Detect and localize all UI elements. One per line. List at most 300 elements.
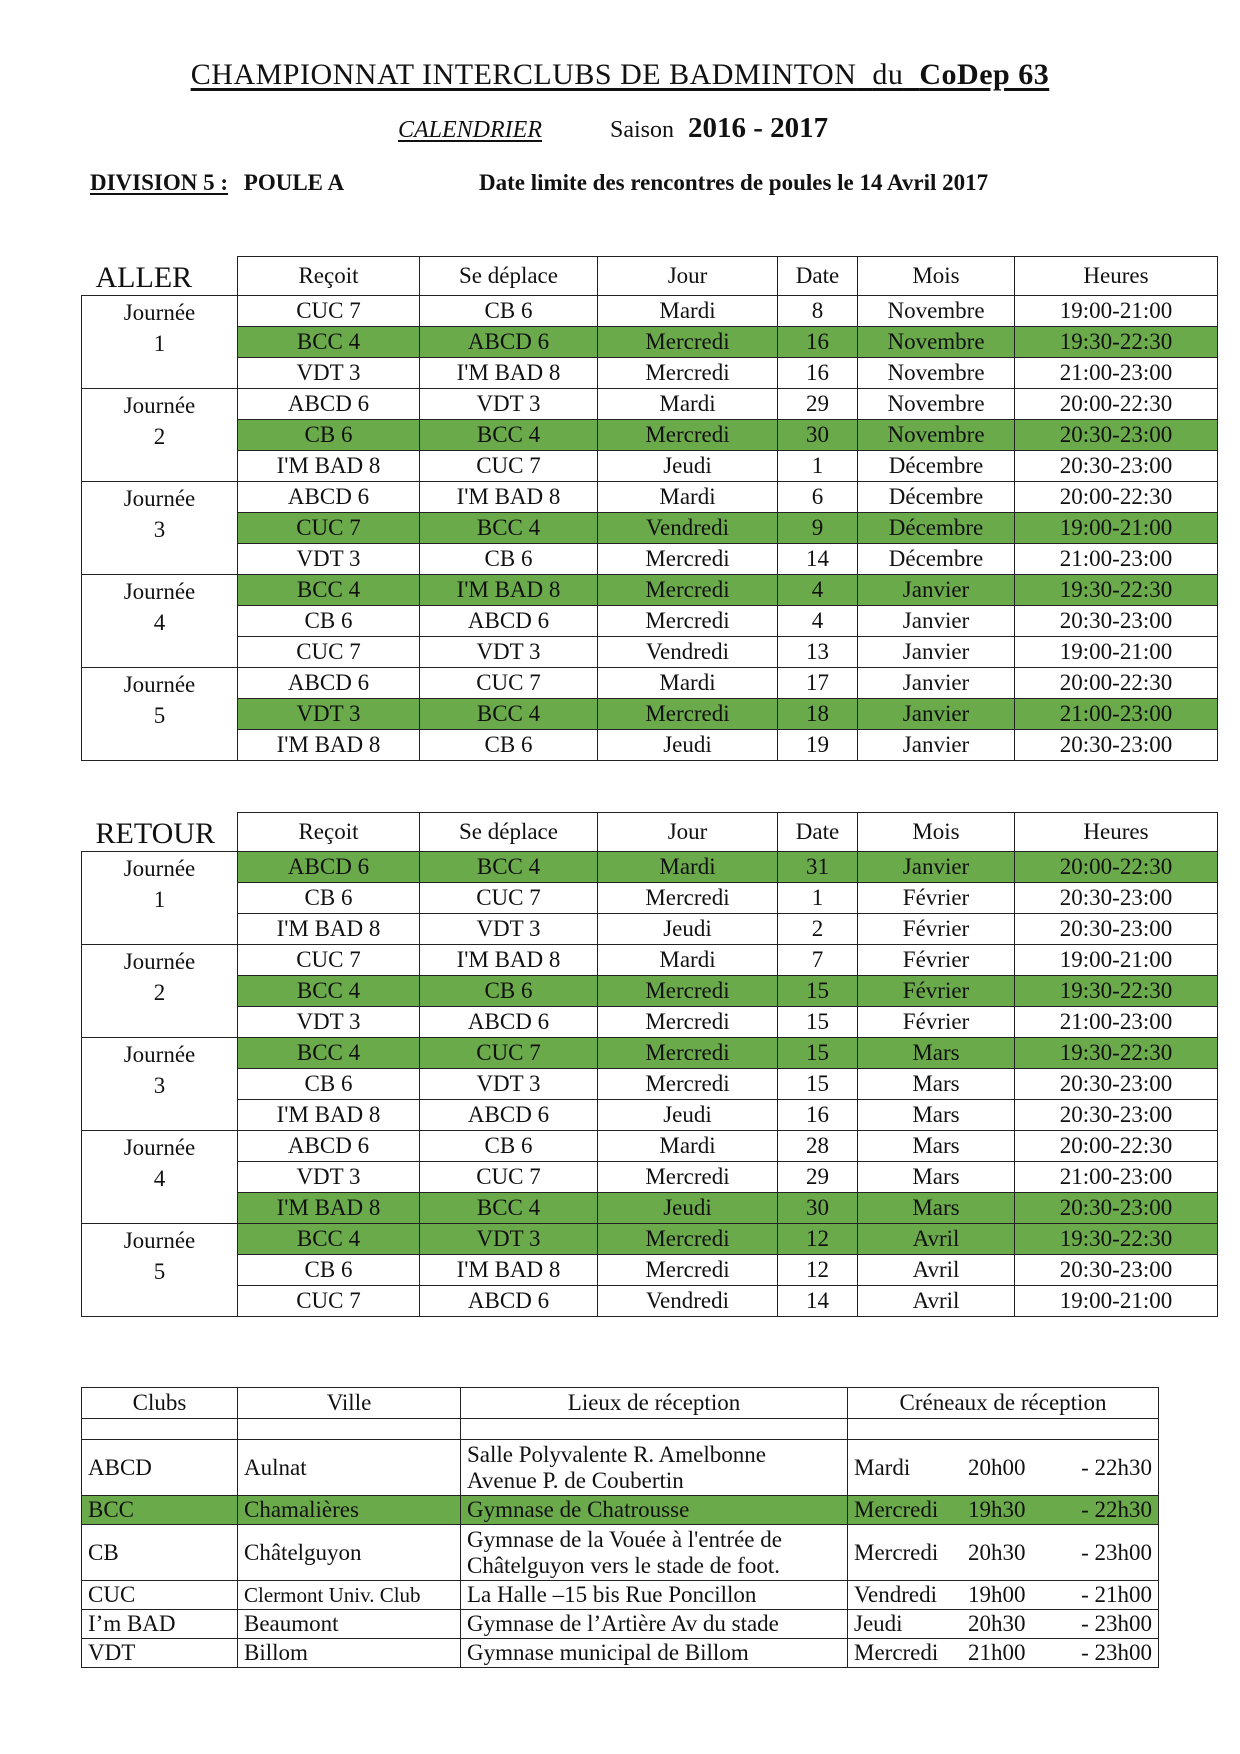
match-date: 30: [778, 1193, 858, 1224]
match-home: CUC 7: [238, 945, 420, 976]
match-month: Avril: [858, 1286, 1015, 1317]
club-row: [82, 1581, 1159, 1610]
match-date: 6: [778, 482, 858, 513]
match-home: CB 6: [238, 606, 420, 637]
club-row: [82, 1525, 1159, 1581]
match-home: VDT 3: [238, 544, 420, 575]
column-header: Heures: [1015, 813, 1218, 852]
slot-line: [854, 1640, 1152, 1666]
club-venue: [461, 1610, 848, 1639]
match-row: [82, 976, 1218, 1007]
match-away: I'M BAD 8: [420, 482, 598, 513]
match-home: ABCD 6: [238, 389, 420, 420]
journee-label: Journée: [123, 1135, 196, 1160]
match-row: [82, 1038, 1218, 1069]
match-day: Jeudi: [598, 914, 778, 945]
column-header: Date: [778, 257, 858, 296]
match-month: Novembre: [858, 327, 1015, 358]
slot-start: 20h30: [968, 1539, 1026, 1565]
match-home: CUC 7: [238, 296, 420, 327]
match-day: Mardi: [598, 668, 778, 699]
match-home: CB 6: [238, 420, 420, 451]
match-row: [82, 883, 1218, 914]
season-value: 2016 - 2017: [688, 112, 829, 144]
slot-line: [854, 1611, 1152, 1637]
match-row: [82, 1131, 1218, 1162]
match-date: 15: [778, 976, 858, 1007]
match-home: ABCD 6: [238, 482, 420, 513]
match-date: 15: [778, 1038, 858, 1069]
clubs-column-header: Clubs: [82, 1388, 238, 1419]
retour-schedule-table: [81, 812, 1218, 1317]
match-time: 20:00-22:30: [1015, 1131, 1218, 1162]
match-day: Mercredi: [598, 358, 778, 389]
column-header: Se déplace: [420, 257, 598, 296]
match-away: VDT 3: [420, 914, 598, 945]
match-day: Vendredi: [598, 513, 778, 544]
journee-label: Journée: [123, 672, 196, 697]
club-venue: [461, 1581, 848, 1610]
match-day: Mercredi: [598, 883, 778, 914]
match-time: 20:30-23:00: [1015, 1193, 1218, 1224]
club-venue: [461, 1525, 848, 1581]
club-slot: [848, 1639, 1159, 1668]
match-day: Mercredi: [598, 1162, 778, 1193]
match-month: Janvier: [858, 730, 1015, 761]
match-day: Mercredi: [598, 699, 778, 730]
aller-schedule-table: [81, 256, 1218, 761]
poule-label: POULE A: [243, 170, 345, 195]
schedule-header-row: [82, 257, 1218, 296]
match-month: Janvier: [858, 852, 1015, 883]
slot-day: Jeudi: [854, 1611, 903, 1636]
match-day: Mardi: [598, 852, 778, 883]
clubs-blank-row: [82, 1419, 1159, 1440]
journee-cell: [82, 296, 238, 389]
slot-end: - 23h00: [1081, 1611, 1152, 1636]
match-date: 1: [778, 451, 858, 482]
match-home: BCC 4: [238, 575, 420, 606]
match-home: CUC 7: [238, 1286, 420, 1317]
deadline-note: Date limite des rencontres de poules le 14 Avril 2017: [479, 170, 989, 195]
match-time: 20:00-22:30: [1015, 668, 1218, 699]
match-day: Mardi: [598, 389, 778, 420]
match-time: 20:30-23:00: [1015, 606, 1218, 637]
club-venue: [461, 1440, 848, 1496]
journee-number: 2: [153, 980, 166, 1005]
clubs-column-header: Lieux de réception: [461, 1388, 848, 1419]
match-away: VDT 3: [420, 389, 598, 420]
match-home: BCC 4: [238, 1038, 420, 1069]
match-date: 17: [778, 668, 858, 699]
match-month: Février: [858, 976, 1015, 1007]
match-month: Novembre: [858, 389, 1015, 420]
match-home: I'M BAD 8: [238, 1100, 420, 1131]
match-month: Janvier: [858, 606, 1015, 637]
match-time: 20:00-22:30: [1015, 482, 1218, 513]
match-home: CUC 7: [238, 637, 420, 668]
match-row: [82, 945, 1218, 976]
match-away: ABCD 6: [420, 1007, 598, 1038]
slot-day: Mercredi: [854, 1497, 939, 1522]
match-home: ABCD 6: [238, 668, 420, 699]
match-day: Mardi: [598, 1131, 778, 1162]
venue-line: Salle Polyvalente R. Amelbonne: [467, 1441, 766, 1467]
slot-start: 19h30: [968, 1497, 1026, 1522]
slot-start: 21h00: [968, 1640, 1026, 1665]
match-away: BCC 4: [420, 513, 598, 544]
match-row: [82, 389, 1218, 420]
journee-cell: [82, 389, 238, 482]
match-day: Mercredi: [598, 575, 778, 606]
match-away: CB 6: [420, 1131, 598, 1162]
match-time: 19:00-21:00: [1015, 637, 1218, 668]
match-date: 4: [778, 575, 858, 606]
slot-day: Vendredi: [854, 1582, 938, 1607]
match-away: VDT 3: [420, 1069, 598, 1100]
club-venue: [461, 1639, 848, 1668]
match-away: CUC 7: [420, 1038, 598, 1069]
match-row: [82, 1069, 1218, 1100]
calendar-subtitle: [398, 112, 828, 145]
match-home: CB 6: [238, 1069, 420, 1100]
match-month: Janvier: [858, 668, 1015, 699]
match-row: [82, 730, 1218, 761]
column-header: Heures: [1015, 257, 1218, 296]
journee-number: 1: [153, 331, 166, 356]
season-label: Saison: [610, 117, 675, 143]
match-time: 19:00-21:00: [1015, 296, 1218, 327]
club-name: I’m BAD: [82, 1610, 238, 1639]
match-date: 19: [778, 730, 858, 761]
journee-cell: [82, 1131, 238, 1224]
match-day: Mercredi: [598, 606, 778, 637]
match-date: 1: [778, 883, 858, 914]
match-time: 20:30-23:00: [1015, 420, 1218, 451]
match-month: Mars: [858, 1193, 1015, 1224]
match-time: 19:30-22:30: [1015, 976, 1218, 1007]
club-name: ABCD: [82, 1440, 238, 1496]
match-date: 8: [778, 296, 858, 327]
match-home: VDT 3: [238, 699, 420, 730]
club-row: [82, 1440, 1159, 1496]
match-day: Vendredi: [598, 1286, 778, 1317]
match-home: BCC 4: [238, 976, 420, 1007]
slot-end: - 21h00: [1081, 1582, 1152, 1607]
club-slot: [848, 1496, 1159, 1525]
match-date: 30: [778, 420, 858, 451]
journee-cell: [82, 1038, 238, 1131]
match-home: CUC 7: [238, 513, 420, 544]
match-month: Décembre: [858, 482, 1015, 513]
blank-cell: [461, 1419, 848, 1440]
journee-cell: [82, 945, 238, 1038]
blank-cell: [848, 1419, 1159, 1440]
match-away: CB 6: [420, 544, 598, 575]
match-row: [82, 420, 1218, 451]
match-home: VDT 3: [238, 1162, 420, 1193]
match-day: Mercredi: [598, 976, 778, 1007]
slot-day: Mercredi: [854, 1640, 939, 1665]
match-row: [82, 668, 1218, 699]
slot-line: [854, 1497, 1152, 1523]
match-date: 16: [778, 1100, 858, 1131]
match-away: CUC 7: [420, 668, 598, 699]
match-time: 20:30-23:00: [1015, 451, 1218, 482]
club-name: CB: [82, 1525, 238, 1581]
match-month: Mars: [858, 1038, 1015, 1069]
match-home: I'M BAD 8: [238, 451, 420, 482]
club-slot: [848, 1610, 1159, 1639]
match-row: [82, 1193, 1218, 1224]
match-date: 14: [778, 544, 858, 575]
schedule-header-row: [82, 813, 1218, 852]
match-row: [82, 606, 1218, 637]
match-away: ABCD 6: [420, 327, 598, 358]
match-month: Janvier: [858, 637, 1015, 668]
match-row: [82, 914, 1218, 945]
slot-start: 20h30: [968, 1611, 1026, 1636]
match-away: I'M BAD 8: [420, 575, 598, 606]
blank-cell: [82, 1419, 238, 1440]
match-date: 16: [778, 327, 858, 358]
match-time: 19:30-22:30: [1015, 1038, 1218, 1069]
club-city: Billom: [238, 1639, 461, 1668]
club-city: Chamalières: [238, 1496, 461, 1525]
match-away: I'M BAD 8: [420, 358, 598, 389]
match-day: Mercredi: [598, 1255, 778, 1286]
match-time: 20:30-23:00: [1015, 1069, 1218, 1100]
match-date: 28: [778, 1131, 858, 1162]
journee-label: Journée: [123, 300, 196, 325]
match-home: VDT 3: [238, 358, 420, 389]
club-name: VDT: [82, 1639, 238, 1668]
match-time: 20:00-22:30: [1015, 852, 1218, 883]
match-home: BCC 4: [238, 1224, 420, 1255]
division-heading: [90, 170, 344, 196]
match-month: Mars: [858, 1131, 1015, 1162]
match-row: [82, 1286, 1218, 1317]
match-date: 31: [778, 852, 858, 883]
match-away: CUC 7: [420, 451, 598, 482]
journee-label: Journée: [123, 856, 196, 881]
journee-label: Journée: [123, 579, 196, 604]
club-row: [82, 1639, 1159, 1668]
match-time: 20:00-22:30: [1015, 389, 1218, 420]
journee-label: Journée: [123, 1228, 196, 1253]
venue-line: Gymnase municipal de Billom: [467, 1640, 749, 1665]
match-date: 14: [778, 1286, 858, 1317]
match-day: Mercredi: [598, 1007, 778, 1038]
match-date: 7: [778, 945, 858, 976]
venue-line: Gymnase de l’Artière Av du stade: [467, 1611, 779, 1636]
match-row: [82, 513, 1218, 544]
clubs-column-header: Ville: [238, 1388, 461, 1419]
match-row: [82, 575, 1218, 606]
match-row: [82, 1255, 1218, 1286]
match-away: BCC 4: [420, 852, 598, 883]
column-header: Mois: [858, 257, 1015, 296]
club-slot: [848, 1440, 1159, 1496]
match-date: 29: [778, 1162, 858, 1193]
blank-cell: [238, 1419, 461, 1440]
journee-number: 2: [153, 424, 166, 449]
club-row: [82, 1610, 1159, 1639]
section-label: ALLER: [95, 261, 193, 294]
slot-end: - 22h30: [1081, 1454, 1152, 1480]
match-day: Jeudi: [598, 1193, 778, 1224]
document-title: CHAMPIONNAT INTERCLUBS DE BADMINTON du CoDep 63: [190, 58, 1050, 91]
match-row: [82, 637, 1218, 668]
division-label: DIVISION 5 :: [90, 170, 229, 195]
match-time: 20:30-23:00: [1015, 730, 1218, 761]
slot-line: [854, 1455, 1152, 1481]
match-row: [82, 358, 1218, 389]
match-time: 19:30-22:30: [1015, 1224, 1218, 1255]
column-header: Reçoit: [238, 813, 420, 852]
club-row: [82, 1496, 1159, 1525]
slot-start: 19h00: [968, 1582, 1026, 1607]
journee-label: Journée: [123, 1042, 196, 1067]
match-month: Novembre: [858, 420, 1015, 451]
match-time: 20:30-23:00: [1015, 1100, 1218, 1131]
match-away: BCC 4: [420, 699, 598, 730]
match-month: Décembre: [858, 544, 1015, 575]
match-home: I'M BAD 8: [238, 730, 420, 761]
match-home: VDT 3: [238, 1007, 420, 1038]
match-row: [82, 1162, 1218, 1193]
slot-end: - 23h00: [1081, 1539, 1152, 1565]
venue-line: La Halle –15 bis Rue Poncillon: [467, 1582, 757, 1607]
match-day: Mardi: [598, 945, 778, 976]
venue-line: Avenue P. de Coubertin: [467, 1467, 684, 1493]
match-day: Mardi: [598, 482, 778, 513]
match-day: Mercredi: [598, 327, 778, 358]
match-home: I'M BAD 8: [238, 914, 420, 945]
match-away: CUC 7: [420, 883, 598, 914]
match-month: Mars: [858, 1162, 1015, 1193]
match-month: Décembre: [858, 451, 1015, 482]
slot-day: Mardi: [854, 1454, 911, 1480]
journee-number: 4: [153, 1166, 166, 1191]
match-time: 21:00-23:00: [1015, 1162, 1218, 1193]
journee-number: 3: [153, 517, 166, 542]
match-row: [82, 852, 1218, 883]
column-header: Se déplace: [420, 813, 598, 852]
club-slot: [848, 1581, 1159, 1610]
slot-start: 20h00: [968, 1454, 1026, 1480]
match-date: 15: [778, 1069, 858, 1100]
match-date: 12: [778, 1224, 858, 1255]
match-time: 19:00-21:00: [1015, 513, 1218, 544]
match-home: CB 6: [238, 883, 420, 914]
journee-cell: [82, 852, 238, 945]
match-date: 2: [778, 914, 858, 945]
venue-line: Châtelguyon vers le stade de foot.: [467, 1552, 780, 1578]
match-home: BCC 4: [238, 327, 420, 358]
slot-line: [854, 1540, 1152, 1566]
column-header: Jour: [598, 813, 778, 852]
match-away: ABCD 6: [420, 1100, 598, 1131]
column-header: Jour: [598, 257, 778, 296]
slot-end: - 23h00: [1081, 1640, 1152, 1665]
journee-number: 5: [153, 1259, 166, 1284]
match-away: ABCD 6: [420, 606, 598, 637]
club-city: Clermont Univ. Club: [238, 1581, 461, 1610]
match-away: I'M BAD 8: [420, 945, 598, 976]
club-name: CUC: [82, 1581, 238, 1610]
match-row: [82, 544, 1218, 575]
section-label: RETOUR: [95, 817, 215, 850]
match-day: Mercredi: [598, 1224, 778, 1255]
match-day: Mercredi: [598, 544, 778, 575]
match-home: CB 6: [238, 1255, 420, 1286]
match-home: ABCD 6: [238, 852, 420, 883]
match-month: Février: [858, 945, 1015, 976]
match-day: Mardi: [598, 296, 778, 327]
match-time: 21:00-23:00: [1015, 544, 1218, 575]
match-time: 19:00-21:00: [1015, 945, 1218, 976]
clubs-header-row: [82, 1388, 1159, 1419]
match-month: Avril: [858, 1224, 1015, 1255]
clubs-table: [81, 1387, 1159, 1668]
club-city: Châtelguyon: [238, 1525, 461, 1581]
match-month: Mars: [858, 1069, 1015, 1100]
match-row: [82, 1224, 1218, 1255]
match-month: Janvier: [858, 699, 1015, 730]
clubs-column-header: Créneaux de réception: [848, 1388, 1159, 1419]
match-month: Février: [858, 914, 1015, 945]
match-day: Mercredi: [598, 1038, 778, 1069]
match-date: 12: [778, 1255, 858, 1286]
match-date: 16: [778, 358, 858, 389]
match-date: 18: [778, 699, 858, 730]
match-day: Mercredi: [598, 420, 778, 451]
column-header: Mois: [858, 813, 1015, 852]
column-header: Date: [778, 813, 858, 852]
match-day: Jeudi: [598, 451, 778, 482]
club-name: BCC: [82, 1496, 238, 1525]
journee-label: Journée: [123, 393, 196, 418]
journee-number: 5: [153, 703, 166, 728]
match-away: ABCD 6: [420, 1286, 598, 1317]
journee-cell: [82, 1224, 238, 1317]
match-date: 9: [778, 513, 858, 544]
match-date: 29: [778, 389, 858, 420]
match-month: Novembre: [858, 296, 1015, 327]
match-day: Jeudi: [598, 730, 778, 761]
match-date: 13: [778, 637, 858, 668]
match-time: 20:30-23:00: [1015, 1255, 1218, 1286]
match-month: Mars: [858, 1100, 1015, 1131]
journee-cell: [82, 668, 238, 761]
club-city: Beaumont: [238, 1610, 461, 1639]
match-time: 19:30-22:30: [1015, 327, 1218, 358]
calendrier-label: CALENDRIER: [398, 117, 542, 143]
match-time: 20:30-23:00: [1015, 914, 1218, 945]
slot-end: - 22h30: [1081, 1497, 1152, 1522]
match-away: CB 6: [420, 976, 598, 1007]
match-month: Décembre: [858, 513, 1015, 544]
match-row: [82, 451, 1218, 482]
match-away: I'M BAD 8: [420, 1255, 598, 1286]
match-month: Janvier: [858, 575, 1015, 606]
match-month: Avril: [858, 1255, 1015, 1286]
match-month: Février: [858, 1007, 1015, 1038]
match-date: 15: [778, 1007, 858, 1038]
slot-day: Mercredi: [854, 1539, 939, 1565]
match-month: Février: [858, 883, 1015, 914]
